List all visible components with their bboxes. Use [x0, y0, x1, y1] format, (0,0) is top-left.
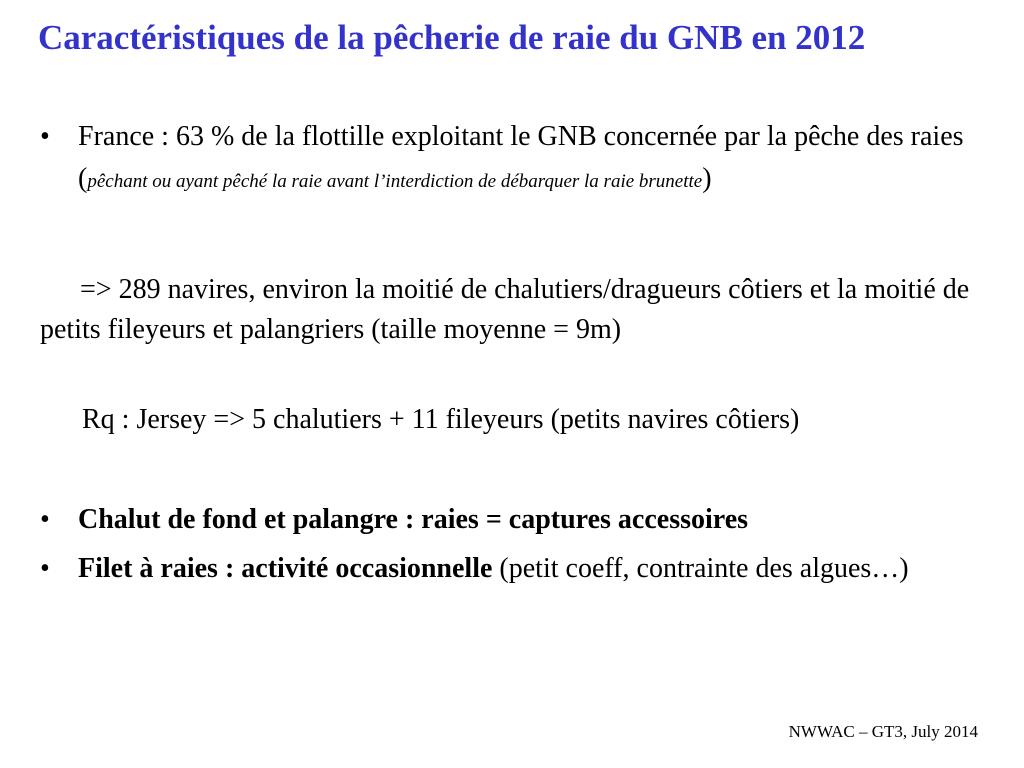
bullet-chalut-text: [78, 499, 970, 541]
bullet-marker: •: [40, 504, 50, 535]
bullet-france: [40, 116, 970, 203]
slide-footer: NWWAC – GT3, July 2014: [788, 722, 978, 741]
bullet-filet-text: [78, 548, 970, 590]
bullet-filet-normal: (petit coeff, contrainte des algues…): [492, 553, 909, 584]
bullet-marker: •: [40, 121, 50, 152]
bullet-chalut: [40, 499, 970, 541]
paragraph-rq-jersey: Rq : Jersey => 5 chalutiers + 11 fileyeurs (petits navires côtiers): [82, 404, 800, 435]
bullet-france-italic-note: pêchant ou ayant pêché la raie avant l’interdiction de débarquer la raie brunette: [87, 171, 703, 192]
paragraph-navires: => 289 navires, environ la moitié de chalutiers/dragueurs côtiers et la moitié de petits fileyeurs et palangriers (taille moyenne = 9m): [40, 274, 970, 345]
bullet-france-main: France : 63 % de la flottille exploitant le GNB concernée par la pêche des raies (: [78, 121, 964, 194]
bullet-france-text: [78, 116, 970, 203]
slide-title: Caractéristiques de la pêcherie de raie du GNB en 2012: [38, 18, 866, 57]
bullet-marker: •: [40, 553, 50, 584]
bullet-filet-bold: Filet à raies : activité occasionnelle: [78, 553, 493, 584]
bullet-filet: [40, 548, 970, 590]
bullet-france-close: ): [702, 163, 712, 194]
bullet-chalut-bold: Chalut de fond et palangre : raies = captures accessoires: [78, 504, 749, 535]
